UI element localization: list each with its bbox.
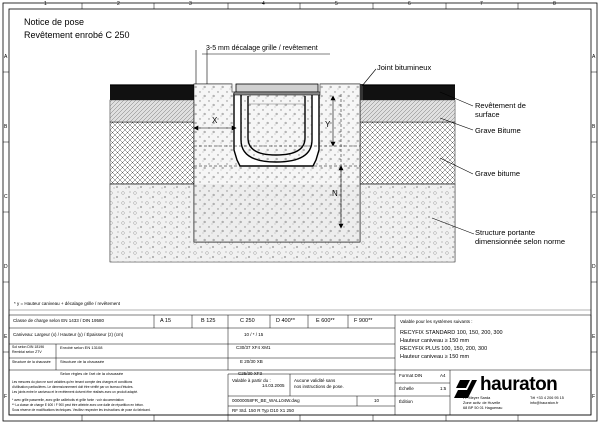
load-class: F 900** xyxy=(354,318,373,324)
row-a-label: Structure de la chaussée xyxy=(12,360,51,364)
annotation-grave-bitume-2: Grave bitume xyxy=(475,169,521,178)
row-letter: D xyxy=(592,264,596,270)
valid-from-value: 14.03.2005 xyxy=(262,383,285,388)
contact-line: info@hauraton.fr xyxy=(530,401,559,405)
row-letter: C xyxy=(592,194,596,200)
col-number: 4 xyxy=(262,1,265,7)
row-letter: F xyxy=(592,394,596,400)
address-line: 68 BP 50 01 Haguenau xyxy=(463,406,503,410)
load-class: B 125 xyxy=(201,318,216,324)
row-small: Sol selon DIN 18196 xyxy=(12,345,45,349)
contact-line: Tél +33 4 206 95 15 xyxy=(530,396,564,400)
edit-label: Édition xyxy=(399,399,413,404)
col-number: 1 xyxy=(44,1,47,7)
dimension-n: N xyxy=(332,189,338,198)
col-number: 3 xyxy=(189,1,192,7)
note-line: d'utilisation particulières. Le dimensionnement doit être vérifié par un bureau d'études. xyxy=(12,385,134,389)
note-line: Sous réserve de modifications techniques. Veuillez respecter les instructions de pose du fabricant. xyxy=(12,408,151,412)
row-letter: B xyxy=(592,124,596,130)
annotation-structure: Structure portante dimensionnée selon norme xyxy=(475,228,566,246)
row-b-value: C25/30 XF3 xyxy=(238,371,263,376)
disclaimer: Aucune validité sans nos instructions de pose. xyxy=(294,378,344,389)
page-title: Notice de pose xyxy=(24,17,85,27)
load-class: C 250 xyxy=(240,318,255,324)
row-letter: C xyxy=(4,194,8,200)
file-name: 00000058FR_BE_WALL04W.dwg xyxy=(232,398,300,403)
scale-value: 1:5 xyxy=(440,386,447,391)
format-label: Format DIN xyxy=(399,373,423,378)
address-line: Zone activ. de Huvelle xyxy=(463,401,501,405)
format-value: A4 xyxy=(440,373,446,378)
col-number: 5 xyxy=(335,1,338,7)
annotation-surface: Revêtement de surface xyxy=(475,101,526,119)
row-concrete-label: Caniveau: Largeur (x) / Hauteur (y) / Épaisseur (z) (cm) xyxy=(13,332,124,337)
col-number: 8 xyxy=(553,1,556,7)
dimension-y: Y xyxy=(325,120,331,129)
col-number: 2 xyxy=(117,1,120,7)
row-letter: A xyxy=(4,54,8,60)
system-line: Hauteur caniveau ≥ 150 mm xyxy=(400,338,470,344)
sheet-number: 10 xyxy=(374,398,380,403)
row-letter: D xyxy=(4,264,8,270)
drawing-reference: RF Std. 150 R Typ D10 X1 250 xyxy=(232,408,294,413)
row-letter: E xyxy=(592,334,596,340)
annotation-joint: Joint bitumineux xyxy=(377,63,432,72)
load-class: E 600** xyxy=(316,318,335,324)
note-line: ** La classe de charge E 600 / F 900 peut être atteinte avec une dalle de répartition en béton. xyxy=(12,403,144,407)
layer-surface xyxy=(110,85,194,100)
row-n-label: Enrobé selon EN 13108 xyxy=(60,345,103,350)
dimension-x: X xyxy=(212,116,218,125)
row-a-value: E 20/30 XB xyxy=(240,359,263,364)
page-subtitle: Revêtement enrobé C 250 xyxy=(24,30,130,40)
footnote: * y = Hauteur caniveau + décalage grille / revêtement xyxy=(14,301,121,306)
load-class: D 400** xyxy=(276,318,295,324)
brand-logo: hauraton xyxy=(480,374,558,395)
row-letter: F xyxy=(4,394,8,400)
bitumen-joint xyxy=(360,84,363,100)
valid-from-label: Valable à partir du : xyxy=(232,378,271,383)
note-line: * avec grille passerelle, avec grille caillebotis et grille fonte : voir documentation xyxy=(12,398,124,402)
row-n-value: C30/37 XF4 XM1 xyxy=(236,345,271,350)
note-line: Les mesures du plan ne sont valables qu'en tenant compte des charges et conditions xyxy=(12,380,133,384)
row-small: Remblai selon ZTV xyxy=(12,350,42,354)
annotation-grave-bitume-1: Grave Bitume xyxy=(475,126,521,135)
system-line: RECYFIX STANDARD 100, 150, 200, 300 xyxy=(400,330,503,336)
load-class-norm: Classe de charge selon EN 1433 / DIN 19580 xyxy=(13,318,105,323)
row-b-label: Selon règles de l'art de la chaussée xyxy=(60,371,124,376)
row-letter: A xyxy=(592,54,596,60)
row-letter: E xyxy=(4,334,8,340)
system-line: RECYFIX PLUS 100, 150, 200, 300 xyxy=(400,346,488,352)
row-concrete-value: 10 / * / 15 xyxy=(244,332,264,337)
col-number: 6 xyxy=(408,1,411,7)
address-line: Fr. Meyer Sarda xyxy=(463,396,491,400)
system-line: Hauteur caniveau ≥ 150 mm xyxy=(400,354,470,360)
row-letter: B xyxy=(4,124,8,130)
note-line: Les joints entre le caniveau et le revêtement doivent être réalisés avec un produit adapté. xyxy=(12,390,138,394)
grating xyxy=(236,84,318,92)
scale-label: Échelle xyxy=(399,386,414,391)
row-a-value-label: Structure de la chaussée xyxy=(60,359,105,364)
layer-grave-bitume-lower xyxy=(110,122,194,184)
annotation-offset: 3-5 mm décalage grille / revêtement xyxy=(206,45,318,52)
col-number: 7 xyxy=(480,1,483,7)
load-class: A 15 xyxy=(160,318,172,324)
valid-systems-label: Valable pour les systèmes suivants : xyxy=(400,319,473,324)
